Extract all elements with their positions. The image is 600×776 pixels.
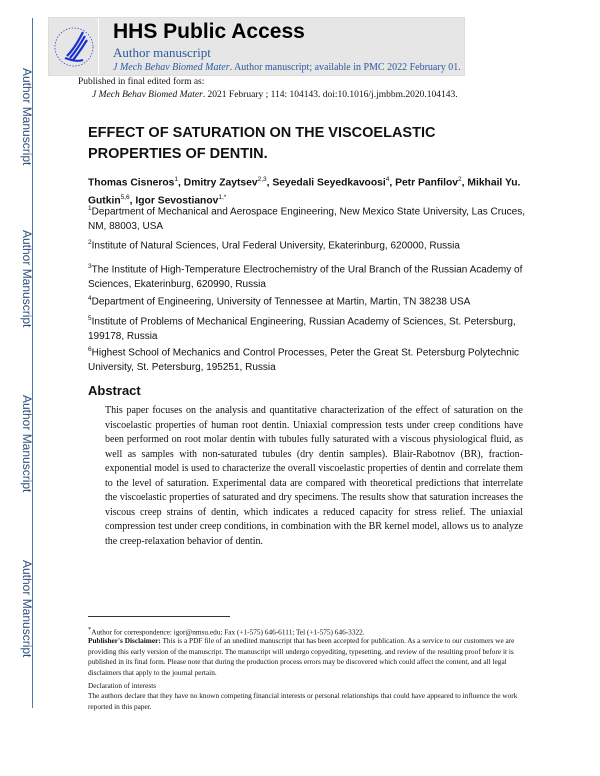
published-label: Published in final edited form as: bbox=[78, 77, 205, 87]
publisher-disclaimer bbox=[88, 636, 528, 678]
author-affiliation-marker: 1,* bbox=[218, 194, 227, 202]
author-list: Thomas Cisneros$^1$, Dmitry Zaytsev$^{2,3}$, Seyedali Seyedkavoosi$^4$, Petr Panfilov$^2$, Mikhail Yu. Gutkin$^{5,6}$, Igor Sevostianov$^{1,*}$ bbox=[88, 176, 521, 207]
affiliation bbox=[88, 260, 528, 292]
hhs-eagle-logo-icon bbox=[49, 18, 99, 75]
citation bbox=[92, 90, 458, 100]
author-name: Dmitry Zaytsev bbox=[183, 177, 258, 189]
author-affiliation-marker: 2 bbox=[458, 176, 462, 183]
author-name: Seyedali Seyedkavoosi bbox=[272, 177, 386, 189]
affiliation-number: 4 bbox=[88, 295, 92, 302]
affiliation bbox=[88, 312, 528, 344]
affiliation-text: The Institute of High-Temperature Electrochemistry of the Ural Branch of the Russian Academy of Sciences, Ekaterinburg, 620990, Russia bbox=[88, 264, 523, 290]
header-journal-line bbox=[113, 62, 461, 73]
affiliation-number: 3 bbox=[88, 263, 92, 270]
journal-name: J Mech Behav Biomed Mater bbox=[113, 62, 230, 73]
article-title: EFFECT OF SATURATION ON THE VISCOELASTIC PROPERTIES OF DENTIN. bbox=[88, 125, 436, 162]
author-name: Petr Panfilov bbox=[395, 177, 459, 189]
abstract-text: This paper focuses on the analysis and quantitative characterization of the effect of saturation on the viscoelastic properties of human root dentin. Uniaxial compression tests under creep conditions have been performed on root molar dentin with tubules fully saturated with a viscous physiological fluid, as well as samples with non-saturated tubules (dry dentin samples). Blair-Rabotnov (BR), fraction-exponential model is used to characterize the overall viscoelastic properties of dentin and correlate them to the level of saturation. Experimental data are compared with theoretical predictions that interrelate the viscoelastic properties of saturated and dry specimens. The results show that saturation increases the viscous creep strains of dentin, which indicates a reduced capacity for stress relief. The uniaxial compression test under creep conditions, in combination with the BR kernel model, allows us to analyze the creep-relaxation behavior of dentin. bbox=[105, 405, 523, 547]
header-title: HHS Public Access bbox=[113, 20, 305, 43]
author-affiliation-marker: 4 bbox=[385, 176, 390, 183]
affiliation-text: Department of Engineering, University of Tennessee at Martin, Martin, TN 38238 USA bbox=[91, 296, 471, 308]
affiliation-number: 1 bbox=[88, 205, 92, 212]
author-name: Igor Sevostianov bbox=[135, 195, 219, 207]
author-affiliation-marker: 1 bbox=[174, 176, 179, 183]
sidebar-label: Author Manuscript bbox=[20, 68, 34, 166]
citation-text: . 2021 February ; 114: 104143. doi:10.1016/j.jmbbm.2020.104143. bbox=[202, 90, 458, 100]
author-affiliation-marker: 5,6 bbox=[120, 194, 130, 202]
author-name: Thomas Cisneros bbox=[88, 177, 175, 189]
journal-name: J Mech Behav Biomed Mater bbox=[92, 90, 203, 100]
correspondence-footnote: *Author for correspondence: igor@nmsu.edu; Fax (+1-575) 646-6111; Tel (+1-575) 646-3322. bbox=[88, 626, 365, 637]
affiliation-number: 6 bbox=[88, 346, 92, 353]
header-subtitle: Author manuscript bbox=[113, 45, 211, 60]
sidebar-label: Author Manuscript bbox=[20, 560, 34, 658]
abstract-heading: Abstract bbox=[88, 383, 141, 398]
correspondence-text: Author for correspondence: igor@nmsu.edu; Fax (+1-575) 646-6111; Tel (+1-575) 646-3322. bbox=[91, 627, 365, 637]
affiliation bbox=[88, 236, 528, 254]
affiliation-text: Institute of Problems of Mechanical Engineering, Russian Academy of Sciences, St. Petersburg, 199178, Russia bbox=[88, 316, 516, 342]
disclaimer-text: This is a PDF file of an unedited manuscript that has been accepted for publication. As a service to our customers we are providing this early version of the manuscript. The manuscript will undergo copyediting, typesetting, and review of the resulting proof before it is published in its final form. Please note that during the production process errors may be discovered which could affect the content, and all legal disclaimers that apply to the journal pertain. bbox=[88, 636, 515, 677]
interests-heading: Declaration of interests bbox=[88, 681, 157, 690]
affiliation-text: Highest School of Mechanics and Control Processes, Peter the Great St. Petersburg Polytechnic University, St. Petersburg, 195251, Russia bbox=[88, 347, 520, 373]
author-affiliation-marker: 2,3 bbox=[257, 176, 267, 183]
interests-text: The authors declare that they have no known competing financial interests or personal relationships that could have appeared to influence the work reported in this paper. bbox=[88, 691, 518, 711]
affiliation bbox=[88, 343, 528, 375]
author-name: Mikhail Yu. Gutkin bbox=[88, 177, 521, 207]
availability: . Author manuscript; available in PMC 2022 February 01. bbox=[229, 62, 461, 73]
sidebar-label: Author Manuscript bbox=[20, 230, 34, 328]
footnote-rule bbox=[88, 616, 230, 617]
sidebar-label: Author Manuscript bbox=[20, 395, 34, 493]
affiliation-number: 2 bbox=[88, 239, 92, 246]
affiliation bbox=[88, 202, 528, 234]
disclaimer-label: Publisher's Disclaimer: bbox=[88, 636, 161, 645]
affiliation-text: Institute of Natural Sciences, Ural Federal University, Ekaterinburg, 620000, Russia bbox=[91, 240, 460, 252]
affiliation-text: Department of Mechanical and Aerospace Engineering, New Mexico State University, Las Cruces, NM, 88003, USA bbox=[88, 206, 525, 232]
affiliation-number: 5 bbox=[88, 315, 92, 322]
hhs-header bbox=[48, 17, 465, 76]
affiliation bbox=[88, 292, 528, 310]
